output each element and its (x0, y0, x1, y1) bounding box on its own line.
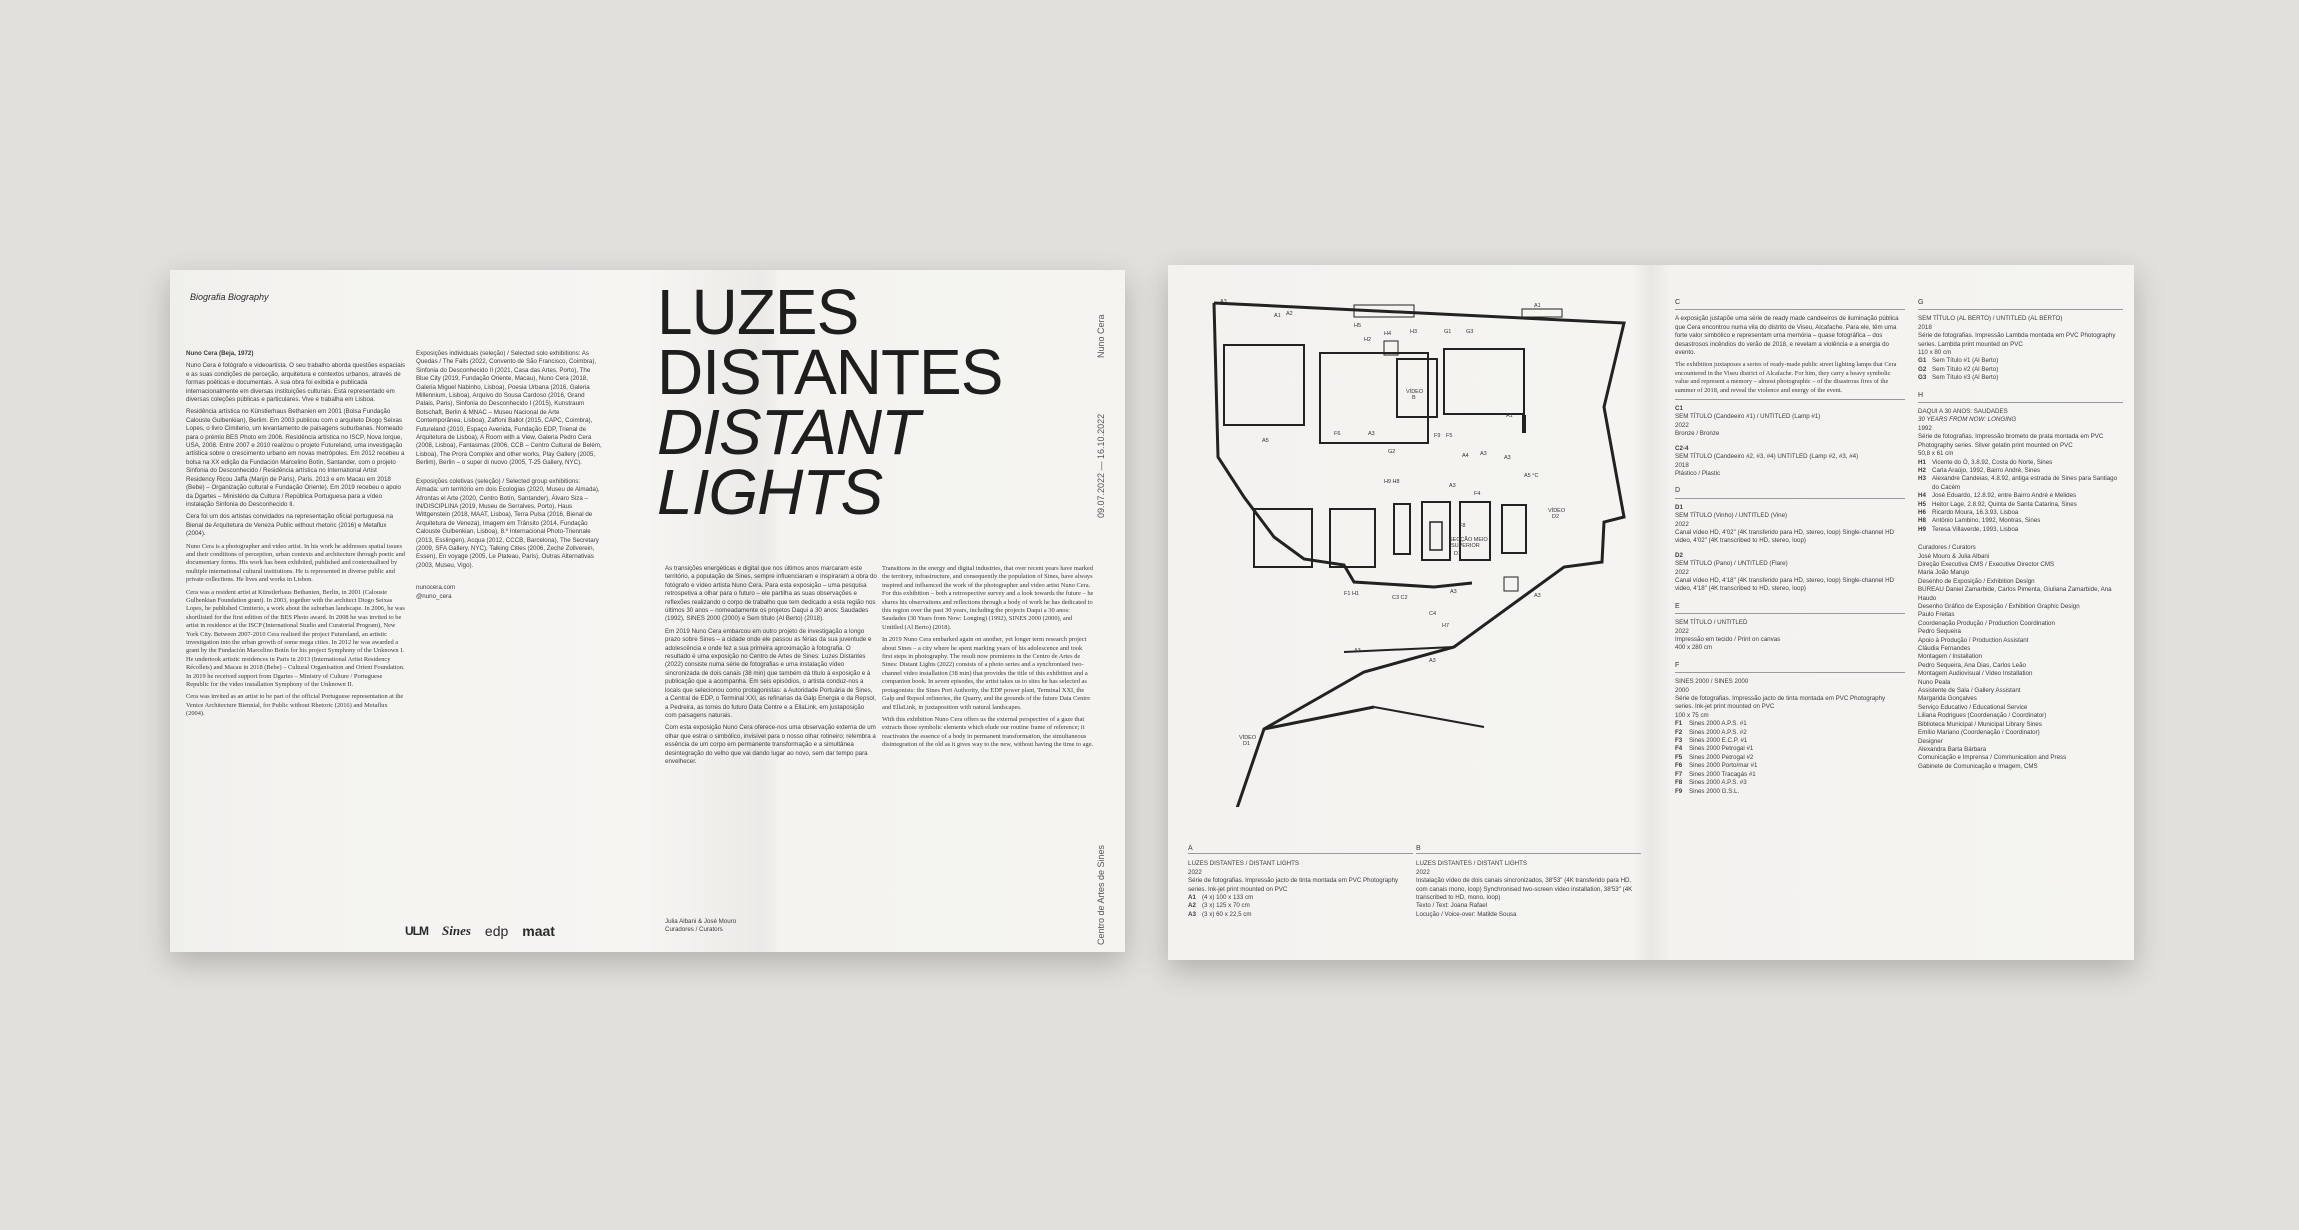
list-item: F9 Sines 2000 G.S.L. (1675, 787, 1740, 795)
list-item: F7 Sines 2000 Tracagás #1 (1675, 770, 1756, 778)
list-item: H3 Alexandre Candeias, 4.8.92, antiga estrada de Sines para Santiago do Cacém (1918, 475, 2118, 491)
item-title: SEM TÍTULO (AL BERTO) / UNTITLED (AL BERTO) (1918, 315, 2063, 323)
svg-text:F6: F6 (1334, 431, 1341, 437)
exhibitions-column (416, 350, 604, 601)
list-item: G3 Sem Título #3 (Al Berto) (1918, 374, 1999, 382)
room-outline (1394, 504, 1410, 554)
svg-text:G2: G2 (1388, 449, 1396, 455)
intro-en-paragraph: In 2019 Nuno Cera embarked again on another, yet longer term research project about Sines – a city where he spent marking years of his adolescence and took first steps in photography. The result now premieres in the Centro de Artes de Sines: Distant Lights (2022) consists of a photo series and a synchronised two-channel video installation (38 min) that provides the title of this exhibition and a companion book. In seven episodes, the artist takes us to sites he has selected as protagonists: the Sines Port Authority, the EDP power plant, Terminal XXI, the Galp and Repsol refineries, the Quarry, and the grounds of the future Data Centre and EllaLink, in juxtaposition with natural landscapes. (882, 636, 1091, 711)
credit-entry: Curadores / Curators José Mouro & Julia Albani (1918, 544, 1990, 560)
bio-pt-paragraph: Cera foi um dos artistas convidados na representação oficial portuguesa na Bienal de Arquitetura de Veneza Public without rhetoric (2016) e Metaflux (2004). (186, 513, 394, 538)
item-year: 2018 (1918, 323, 1932, 331)
legend-title: LUZES DISTANTES / DISTANT LIGHTS (1416, 860, 1528, 868)
credit-entry: Serviço Educativo / Educational Service Liliana Rodrigues (Coordenação / Coordinator) (1918, 703, 2047, 720)
item-desc: Série de fotografias. Impressão Lambda montada em PVC Photography series. Lambda print mounted on PVC (1918, 332, 2116, 348)
intro-text-en (882, 565, 1094, 754)
legend-year: 2022 (1188, 868, 1202, 876)
svg-text:SUPERIOR: SUPERIOR (1451, 543, 1480, 549)
item-desc: Canal vídeo HD, 4'18" (4K transferido para HD, stereo, loop) Single-channel HD video, 4'18" (4K transcribed to HD, stereo, loop) (1675, 576, 1895, 593)
room-outline (1522, 309, 1562, 317)
booklet-cover-spread (170, 270, 1125, 952)
divider (1416, 853, 1641, 854)
artist-website[interactable]: nunocera.com (416, 584, 456, 592)
divider (1918, 402, 2123, 403)
section-letter: E (1675, 602, 1680, 610)
credit-entry: Apoio à Produção / Production Assistant Cláudia Fernandes (1918, 636, 2029, 653)
svg-text:F8: F8 (1459, 523, 1466, 529)
svg-text:A3: A3 (1480, 451, 1487, 457)
room-outline (1444, 349, 1524, 414)
divider (1675, 613, 1905, 614)
list-item: H9 Teresa Villaverde, 1993, Lisboa (1918, 525, 2019, 533)
legend-title: LUZES DISTANTES / DISTANT LIGHTS (1188, 860, 1300, 868)
credit-entry: Assistente de Sala / Gallery Assistant Margarida Gonçalves (1918, 687, 2021, 703)
outer-wall (1214, 303, 1624, 807)
svg-text:B: B (1412, 395, 1416, 401)
item-size: 100 x 75 cm (1675, 711, 1709, 719)
list-item: G2 Sem Título #2 (Al Berto) (1918, 365, 1999, 373)
legend-credit: Texto / Text: Joana Rafael (1416, 902, 1488, 910)
svg-text:G1: G1 (1444, 329, 1452, 335)
list-item: F6 Sines 2000 Porto/mar #1 (1675, 762, 1758, 770)
credit-entry: Direção Executiva CMS / Executive Director CMS Maria João Marujo (1918, 560, 2055, 577)
bio-pt-paragraph: Nuno Cera é fotógrafo e videoartista. O seu trabalho aborda questões espaciais e as suas condições de perceção, arquitetura e contextos urbanos, através de formas poéticas e documentais. A sua obra foi exibida e publicada internacionalmente em diversas instituições culturais. Está representado em diversas coleções públicas e particulares. Vive e trabalha em Lisboa. (186, 362, 406, 404)
room-outline (1504, 577, 1518, 591)
item-title-en: 30 YEARS FROM NOW: LONGING (1918, 416, 2017, 424)
bio-heading: Biografia Biography (190, 292, 269, 302)
item-desc: Série de fotografias. Impressão jacto de tinta montada em PVC Photography series. Ink-jet print mounted on PVC (1675, 695, 1886, 711)
list-item: F8 Sines 2000 A.P.S. #3 (1675, 779, 1747, 787)
item-desc: Canal vídeo HD, 4'02" (4K transferido para HD, stereo, loop) Single-channel HD video, 4'02" (4K transcribed to HD, stereo, loop) (1675, 528, 1895, 545)
item-title: SEM TÍTULO (Candeeiro #1) / UNTITLED (Lamp #1) (1675, 413, 1821, 421)
item-size: 110 x 80 cm (1918, 349, 1952, 357)
ulm-logo: ULM (405, 924, 428, 938)
maat-logo: maat (522, 923, 555, 939)
svg-text:A5: A5 (1262, 438, 1269, 444)
divider (1675, 399, 1905, 400)
credit-entry: Montagem Audiovisual / Video Installation Nuno Peala (1918, 670, 2033, 686)
section-letter: D (1675, 487, 1681, 495)
catalog-column-cdef (1675, 290, 1905, 796)
intro-pt-paragraph: Com esta exposição Nuno Cera oferece-nos uma observação externa de um olhar que estrai o simbólico, invisível para o nosso olhar rotineiro; relembra a essência de um corpo em permanente transformação e a simultânea desintegração do velho que vai dando lugar ao novo, sem dar tempo para envelhecer. (665, 724, 876, 765)
item-size: 50,8 x 61 cm (1918, 450, 1954, 458)
svg-text:C4: C4 (1429, 611, 1437, 617)
svg-text:A3: A3 (1354, 648, 1361, 654)
artist-handle[interactable]: @nuno_cera (416, 592, 452, 600)
legend-a (1188, 845, 1413, 919)
svg-text:VÍDEO: VÍDEO (1548, 508, 1566, 514)
section-letter: H (1918, 391, 1924, 399)
item-code: D2 (1675, 551, 1683, 559)
credit-entry: Comunicação e Imprensa / Communication and Press Gabinete de Comunicação e Imagem, CMS (1918, 754, 2067, 770)
wall-segment (1374, 707, 1484, 727)
legend-item: A3 (3 x) 60 x 22,5 cm (1188, 910, 1252, 918)
curators-names: Julia Albani & José Mouro (665, 918, 737, 925)
vertical-dates: 09.07.2022 — 16.10.2022 (1096, 413, 1106, 518)
title-line: DISTANTES (657, 336, 1003, 408)
item-year: 2022 (1675, 520, 1689, 528)
catalog-column-gh (1918, 290, 2123, 771)
item-title: SEM TÍTULO (Candeeiro #2, #3, #4) UNTITLED (Lamp #2, #3, #4) (1675, 453, 1859, 461)
intro-en-paragraph: Transitions in the energy and digital industries, that over recent years have marked the territory, infrastructure, and consequently the population of Sines, have always inspired and influenced the work of the photographer and video artist Nuno Cera. For this exhibition – both a retrospective survey and a look towards the future – he shares his observations and reflections through a body of work he has dedicated to this region over the past 30 years, including the projects Daqui a 30 anos: Saudades (30 Years from Now: Longing) (1992), SINES 2000 (2000), and Untitled (Al Berto) (2018). (882, 565, 1094, 631)
divider (1675, 498, 1905, 499)
intro-en-paragraph: With this exhibition Nuno Cera offers us the external perspective of a gaze that extracts those symbolic elements which elude our routine frame of reference; it reactivates the essence of a body in permanent transformation, the simultaneous disintegration of the old as it gives way to the new, without having the time to age. (882, 715, 1094, 749)
svg-text:A3: A3 (1368, 431, 1375, 437)
sines-logo: Sines (442, 923, 471, 938)
sponsor-logos (405, 918, 635, 944)
lamp-marker (1522, 415, 1526, 433)
list-item: H1 Vicente do Ó, 3.8.92, Costa do Norte, Sines (1918, 458, 2053, 466)
floor-plan-map (1204, 297, 1644, 807)
bio-en-paragraph: Cera was invited as an artist to be part of the official Portuguese representation at the Venice Architecture Biennial, for Public without Rhetoric (2016) and Metaflux (2004). (186, 693, 404, 718)
svg-text:H3: H3 (1410, 329, 1418, 335)
bio-pt-paragraph: Residência artística no Künstlerhaus Bethanien em 2001 (Bolsa Fundação Calouste Gulbenkian), Berlim. Em 2003 publicou com o arquiteto Diogo Seixas Lopes, o livro Cimiterio, um levantamento de paisagens suburbanas. Nomeado para o prémio BES Photo em 2006. Residência artística no ISCP, Nova Iorque, USA, 2008. Entre 2007 e 2010 realizou o projeto Futureland, uma investigação artística sobre o crescimento urbano em novas metrópoles. Em 2012 recebeu a bolsa na XX edição da Fundación Marcelino Botín, Santander, com o projeto Sinfonia do Desconhecido / Residência artística no International Artist Residency Ricou Jaffa (Marijn de Paris), Paris. 2013 e em Macau em 2018 (Bebe) – Organização cultural e Fundação Oriente). Em 2019 recebeu o apoio da Dgartes – Ministério da Cultura / República Portuguesa para a vídeo instalação Sinfonia do Desconhecido II. (186, 408, 405, 508)
room-outline (1502, 505, 1526, 553)
svg-text:F4: F4 (1474, 491, 1481, 497)
bio-name: Nuno Cera (Beja, 1972) (186, 350, 254, 357)
credit-entry: Desenho de Exposição / Exhibition Design BUREAU Daniel Zamarbide, Carlos Pimenta, Giuliana Zamarbide, Ana Haudo (1918, 577, 2112, 602)
svg-text:A3: A3 (1449, 483, 1456, 489)
legend-item: A1 (4 x) 100 x 133 cm (1188, 894, 1254, 902)
divider (1918, 309, 2123, 310)
legend-b (1416, 845, 1641, 919)
section-letter: C (1675, 299, 1681, 306)
section-text-en: The exhibition juxtaposes a series of ready-made public street lighting lamps that Cera encountered in the Viseu district of Alcafache. For him, they carry a heavy symbolic value and represent a memory – almost photographic – of the disastrous fires of the summer of 2018, and reveal the violence and energy of the event. (1675, 361, 1897, 394)
legend-year: 2022 (1416, 868, 1430, 876)
credit-entry: Desenho Gráfico de Exposição / Exhibition Graphic Design Paulo Freitas (1918, 603, 2080, 619)
svg-text:F5: F5 (1446, 433, 1453, 439)
bio-en-paragraph: Cera was a resident artist at Künstlerhaus Bethanien, Berlin, in 2001 (Calouste Gulbenkian Foundation grant). In 2003, together with the architect Diogo Seixas Lopes, he published Cimiterio, a work about the suburban landscape. In 2006, he was shortlisted for the first edition of the BES Photo award. In 2008 he was invited to be artist in residence at the ISCP (International Studio and Curatorial Program), New York City. Between 2007-2010 Cera realised the project Futureland, an artistic investigation into the urban growth of some mega cities. In 2012 he was awarded a grant by the Fundación Marcelino Botín for his project Symphony of the Unknown I. He undertook artistic residences in Paris in 2013 (International Artist Residency Récollets) and Macau in 2018 (Bebe) – Cultural Organisation and Orient Foundation. In 2019 he received support from Dgartes – Ministry of Culture / Portuguese Republic for the video installation Symphony of the Unknown II. (186, 588, 405, 689)
svg-text:G3: G3 (1466, 329, 1474, 335)
svg-text:D1: D1 (1454, 551, 1462, 557)
item-title: DAQUI A 30 ANOS: SAUDADES (1918, 408, 2008, 416)
room-outline (1224, 345, 1304, 425)
list-item: F4 Sines 2000 Petrogal #1 (1675, 745, 1754, 753)
exhibition-title (657, 276, 1003, 528)
item-desc: Série de fotografias. Impressão brometo de prata montada em PVC Photography series. Silver gelatin print mounted on PVC (1918, 433, 2104, 449)
svg-text:H4: H4 (1384, 331, 1392, 337)
credits-list (1918, 544, 2123, 771)
svg-text:A3: A3 (1429, 658, 1436, 664)
svg-text:A3: A3 (1534, 593, 1541, 599)
list-item: F1 Sines 2000 A.P.S. #1 (1675, 720, 1747, 728)
title-line-italic: DISTANT (657, 396, 920, 468)
booklet-map-spread (1168, 265, 2134, 960)
section-text-pt: A exposição justapõe uma série de ready made candeeiros de iluminação pública que Cera encontrou numa vila do distrito de Viseu, Alcafache. Para ele, têm uma forte valor simbólico e representam uma memória – quase fotográfica – dos desastrosos incêndios do verão de 2018, e revelam a violência e a energia do evento. (1675, 315, 1899, 357)
list-item: H4 José Eduardo, 12.8.92, entre Bairro André e Melides (1918, 492, 2077, 500)
item-year: 1992 (1918, 424, 1932, 432)
item-year: 2000 (1675, 686, 1689, 694)
svg-text:D1: D1 (1243, 741, 1251, 747)
svg-text:D2: D2 (1552, 514, 1560, 520)
bio-en-paragraph: Nuno Cera is a photographer and video artist. In his work he addresses spatial issues and their conditions of perception, urban contexts and architecture through poetic and documentary forms. His work has been exhibited, published and contextualised by multiple international cultural institutions. He is represented in diverse public and private collections. He lives and works in Lisbon. (186, 542, 405, 584)
vertical-venue: Centro de Artes de Sines (1096, 844, 1106, 945)
credit-entry: Designer Alexandra Barta Bárbara (1918, 737, 1987, 753)
credit-entry: Coordenação Produção / Production Coordination Pedro Sequeira (1918, 619, 2055, 636)
legend-desc: Série de fotografias. Impressão jacto de tinta montada em PVC Photography series. Ink-jet print mounted on PVC (1188, 877, 1399, 893)
svg-text:F9: F9 (1434, 433, 1441, 439)
svg-text:A3: A3 (1504, 455, 1511, 461)
item-code: C1 (1675, 405, 1683, 413)
legend-letter: A (1188, 845, 1193, 852)
divider (1188, 853, 1413, 854)
svg-text:VÍDEO: VÍDEO (1406, 389, 1424, 395)
edp-logo: edp (484, 923, 509, 939)
biography-column (186, 350, 406, 723)
section-box (1430, 522, 1442, 550)
list-item: H6 Ricardo Moura, 16.3.93, Lisboa (1918, 508, 2019, 516)
item-year: 2022 (1675, 627, 1689, 635)
curators-block (665, 918, 865, 935)
solo-exhibitions: Exposições individuais (seleção) / Selected solo exhibitions: As Quedas / The Falls (2022, Convento de São Francisco, Coimbra), Sinfonia do Desconhecido II (2021, Casa das Artes, Porto), The Blue City (2019, Fundação Oriente, Macau), Nuno Cera (2018, Galeria Miguel Nabinho, Lisboa), Poesia Urbana (2016, Galeria Millennium, Lisboa), Arquivo do Sousa Cardoso (2016, Grand Palais, Paris), Sinfonia do Desconhecido I (2015), Kunstraum Botschaft, Berlin & MNAC – Museu Nacional de Arte Contemporânea, Lisboa), Zaffoni Ballot (2015, CAPC, Coimbra), Futureland (2010, Espaço Avenida, Fundação EDP, Trienal de Arquitetura de Lisboa), A Room with a View, Galeria Pedro Cera (2008, Lisboa), Fantasmas (2006, CCB – Centro Cultural de Belém, Lisboa), The Prora Complex and other works, Play Gallery (2005, Berlim), Berlin – o super di nuovo (2005, T-25 Gallery, NYC). (416, 350, 602, 467)
svg-text:A4: A4 (1462, 453, 1469, 459)
svg-text:A1: A1 (1274, 313, 1281, 319)
svg-text:VÍDEO: VÍDEO (1239, 735, 1257, 741)
intro-pt-paragraph: Em 2019 Nuno Cera embarcou em outro projeto de investigação a longo prazo sobre Sines – a cidade onde ele passou as férias da sua juventude e adolescência e onde fez a sua primeira aproximação à fotografia. O resultado é uma exposição no Centro de Artes de Sines: Luzes Distantes (2022) consiste numa série de fotografias e uma instalação vídeo sincronizada de dois canais (38 min) que também dá título à exposição e à publicação que a acompanha. Em seis episódios, o artista conduz-nos a locais que selecionou como protagonistas: a Autoridade Portuária de Sines, a Central de EDP, o Terminal XXI, as refinarias da Galp Energia e da Repsol, a Pedreira, as torres do futuro Data Centre e a EllaLink, em justaposição com paisagens naturais. (665, 627, 876, 719)
legend-credit: Locução / Voice-over: Matilde Sousa (1416, 910, 1517, 918)
room-outline (1330, 509, 1375, 567)
legend-desc: Instalação vídeo de dois canais sincronizados, 38'53" (4K transferido para HD, com canais mono, loop) Synchronised two-screen video installation, 38'53" (4K transcribed to HD, mono, loop) (1416, 877, 1633, 902)
svg-text:A5 °C: A5 °C (1524, 473, 1539, 479)
svg-text:A1: A1 (1506, 413, 1513, 419)
list-item: H2 Carla Araújo, 1992, Bairro André, Sines (1918, 466, 2040, 474)
item-code: C2-4 (1675, 444, 1689, 452)
svg-text:A3: A3 (1450, 589, 1457, 595)
item-title: SINES 2000 / SINES 2000 (1675, 678, 1749, 686)
item-year: 2022 (1675, 568, 1689, 576)
section-letter: F (1675, 661, 1680, 669)
room-outline (1460, 502, 1490, 560)
credit-entry: Biblioteca Municipal / Municipal Library Sines Emílio Mariano (Coordenação / Coordinator) (1918, 720, 2042, 737)
title-line-italic: LIGHTS (657, 456, 883, 528)
svg-text:A3: A3 (1220, 299, 1227, 305)
item-code: D1 (1675, 503, 1683, 511)
item-size: 400 x 280 cm (1675, 644, 1713, 652)
list-item: F2 Sines 2000 A.P.S. #2 (1675, 728, 1747, 736)
list-item: F3 Sines 2000 E.C.P. #1 (1675, 737, 1748, 745)
svg-text:C3 C2: C3 C2 (1392, 595, 1408, 601)
item-title: SEM TÍTULO (Vinho) / UNTITLED (Vine) (1675, 512, 1788, 520)
vertical-artist-name: Nuno Cera (1096, 314, 1106, 358)
group-exhibitions: Exposições coletivas (seleção) / Selected group exhibitions: Almada: um território em dois Ecologias (2020, Museu de Almada), Afrontas el Arte (2020, Centro Botín, Santander), Álvaro Siza – IN/DISCIPLINA (2019, Museu de Serralves, Porto), Haus Wittgenstein (2018, MAAT, Lisboa), Terra Pulsa (2016, Bienal de Arquitetura de Veneza), Imagem em Trânsito (2014, Fundação Calouste Gulbenkian, Lisboa), 8.º Internacional Photo-Triennale (2013, Esslingen), Acqua (2012, CCCB, Barcelona), The Secretary (2009, SFA Gallery, NYC), Talking Cities (2006, Zeche Zollverein, Essen), En voyage (2005, Le Plateau, Paris), Outras Alternativas (2003, Museu, Vigo). (416, 477, 600, 569)
svg-text:F1 H1: F1 H1 (1344, 591, 1359, 597)
item-material: Bronze / Bronze (1675, 430, 1720, 438)
svg-text:H7: H7 (1442, 623, 1450, 629)
list-item: H5 Heitor Lage, 2.8.92, Quinta de Santa Catarina, Sines (1918, 500, 2077, 508)
list-item: H8 António Lambino, 1992, Montras, Sines (1918, 517, 2041, 525)
svg-text:A2: A2 (1286, 311, 1293, 317)
svg-text:SECÇÃO MEIO: SECÇÃO MEIO (1449, 537, 1488, 543)
curators-role: Curadores / Curators (665, 926, 723, 934)
svg-text:A1: A1 (1534, 303, 1541, 309)
item-year: 2022 (1675, 421, 1689, 429)
intro-text-pt (665, 565, 877, 770)
legend-letter: B (1416, 845, 1421, 852)
item-year: 2018 (1675, 461, 1689, 469)
video-b-screen (1397, 359, 1437, 417)
list-item: F5 Sines 2000 Petrogal #2 (1675, 753, 1754, 761)
item-title: SEM TÍTULO (Pano) / UNTITLED (Flare) (1675, 560, 1788, 568)
section-letter: G (1918, 299, 1924, 306)
divider (1675, 309, 1905, 310)
title-line: LUZES (657, 276, 859, 348)
item-material: Plástico / Plastic (1675, 469, 1721, 477)
svg-text:H5: H5 (1354, 323, 1362, 329)
intro-pt-paragraph: As transições energéticas e digital que nos últimos anos marcaram este território, a população de Sines, sempre influenciaram e inspiraram a obra do fotógrafo e vídeo artista Nuno Cera. Para esta exposição – uma pesquisa retrospetiva a olhar para o futuro – ele partilha as suas observações e reflexões realizando o corpo de trabalho que tem dedicado a esta região nos últimos 30 anos – nomeadamente os projetos Daqui a 30 anos: Saudades (1992), SINES 2000 (2000) e Sem título (Al Berto) (2018). (665, 565, 877, 623)
svg-text:H2: H2 (1364, 337, 1372, 343)
divider (1675, 672, 1905, 673)
legend-item: A2 (3 x) 125 x 70 cm (1188, 902, 1250, 910)
list-item: G1 Sem Título #1 (Al Berto) (1918, 357, 1999, 365)
item-title: SEM TÍTULO / UNTITLED (1675, 619, 1748, 627)
credit-entry: Montagem / Installation Pedro Sequeira, Ana Dias, Carlos Leão (1918, 653, 2027, 669)
video-d2-room (1422, 502, 1450, 560)
item-desc: Impressão em tecido / Print on canvas (1675, 636, 1781, 643)
svg-text:H9 H8: H9 H8 (1384, 479, 1400, 485)
